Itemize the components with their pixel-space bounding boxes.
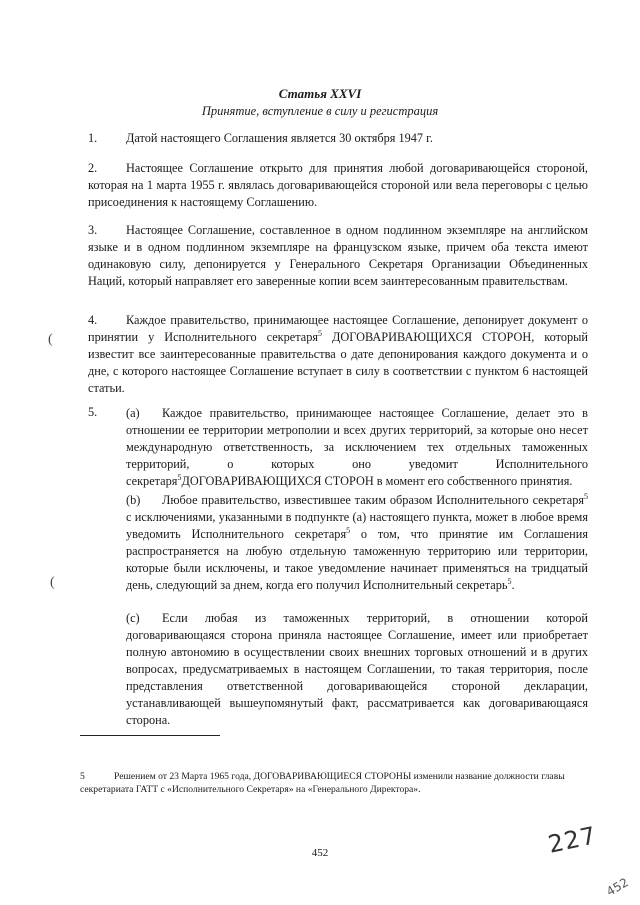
paragraph-text: Датой настоящего Соглашения является 30 октября 1947 г. bbox=[126, 131, 433, 145]
paragraph-2 bbox=[88, 160, 588, 211]
footnote-number: 5 bbox=[80, 771, 85, 782]
paragraph-5-number: 5. bbox=[88, 405, 98, 419]
paragraph-3 bbox=[88, 222, 588, 290]
subparagraph-c bbox=[126, 610, 588, 729]
margin-mark: ( bbox=[48, 332, 53, 347]
paragraph-4 bbox=[88, 312, 588, 397]
subparagraph-text-b: с исключениями, указанными в подпункте (a) настоящего пункта, может в любое время уведомить Исполнительного секретаря bbox=[126, 510, 588, 541]
subparagraph-text-a: Каждое правительство, принимающее настоящее Соглашение, делает это в отношении ее территории метрополии и всех других территорий, за которые оно несет международную ответственность, за исключением тех отдельных таможенных территорий, о которых оно уведомит Исполнительного секретаря bbox=[126, 406, 588, 488]
subparagraph-text-c: о том, что принятие им Соглашения распространяется на любую отдельную таможенную территорию или территории, которые были исключены, и такое уведомление начинает применяться на тридцатый день, следующий за днем, когда его получил Исполнительный секретарь bbox=[126, 527, 588, 592]
paragraph-text: Настоящее Соглашение, составленное в одном подлинном экземпляре на английском языке и в одном подлинном экземпляре на французском языке, причем оба текста имеют одинаковую силу, депонируется у Генерального Секретаря Организации Объединенных Наций, который направляет его заверенные копии всем заинтересованным правительствам. bbox=[88, 223, 588, 288]
paragraph-number: 1. bbox=[88, 131, 98, 145]
subparagraph-b bbox=[126, 492, 588, 594]
subparagraph-text-a: Любое правительство, известившее таким образом Исполнительного секретаря bbox=[162, 493, 584, 507]
paragraph-text: Настоящее Соглашение открыто для принятия любой договаривающейся стороной, которая на 1 марта 1955 г. являлась договаривающейся стороной или вела переговоры с целью присоединения к настоящему Соглашению. bbox=[88, 161, 588, 209]
handwritten-corner-number: 452 bbox=[604, 875, 631, 899]
footnote-ref: 5 bbox=[507, 576, 512, 586]
paragraph-1 bbox=[88, 130, 588, 147]
paragraph-number: 4. bbox=[88, 313, 98, 327]
subparagraph-a bbox=[126, 405, 588, 490]
footnote-divider bbox=[80, 735, 220, 736]
handwritten-number: 227 bbox=[545, 821, 600, 859]
paragraph-text-b: ДОГОВАРИВАЮЩИХСЯ СТОРОН, который известит все заинтересованные правительства о дате депонирования каждого документа и о дне, с которого настоящее Соглашение вступает в силу в соответствии с пунктом 6 настоящей статьи. bbox=[88, 330, 588, 395]
subparagraph-text-d: . bbox=[511, 578, 515, 592]
article-subtitle: Принятие, вступление в силу и регистрация bbox=[201, 104, 439, 118]
footnote-ref: 5 bbox=[584, 491, 588, 501]
footnote-ref: 5 bbox=[346, 525, 351, 535]
subparagraph-label: (a) bbox=[126, 406, 140, 420]
footnote-text: Решением от 23 Марта 1965 года, ДОГОВАРИВАЮЩИЕСЯ СТОРОНЫ изменили название должности главы секретариата ГАТТ с «Исполнительного Секретаря» на «Генерального Директора». bbox=[80, 771, 565, 795]
footnote-ref: 5 bbox=[318, 328, 323, 338]
margin-mark: ( bbox=[50, 575, 55, 590]
footnote-ref: 5 bbox=[177, 472, 182, 482]
article-title: Статья XXVI bbox=[278, 86, 362, 101]
paragraph-number: 3. bbox=[88, 223, 98, 237]
paragraph-text-a: Каждое правительство, принимающее настоящее Соглашение, депонирует документ о принятии у Исполнительного секретаря bbox=[88, 313, 588, 344]
footnote bbox=[80, 770, 600, 796]
subparagraph-label: (b) bbox=[126, 493, 141, 507]
subparagraph-text: Если любая из таможенных территорий, в отношении которой договаривающаяся сторона приняла настоящее Соглашение, имеет или приобретает полную автономию в осуществлении своих внешних торговых отношений и в других вопросах, предусматриваемых в настоящем Соглашении, то такая территория, после представления ответственной договаривающейся стороной декларации, устанавливающей вышеупомянутый факт, рассматривается как договаривающаяся сторона. bbox=[126, 611, 588, 727]
subparagraph-label: (c) bbox=[126, 611, 140, 625]
page-number: 452 bbox=[311, 847, 329, 859]
subparagraph-text-b: ДОГОВАРИВАЮЩИХСЯ СТОРОН в момент его собственного принятия. bbox=[181, 474, 573, 488]
paragraph-number: 2. bbox=[88, 161, 98, 175]
